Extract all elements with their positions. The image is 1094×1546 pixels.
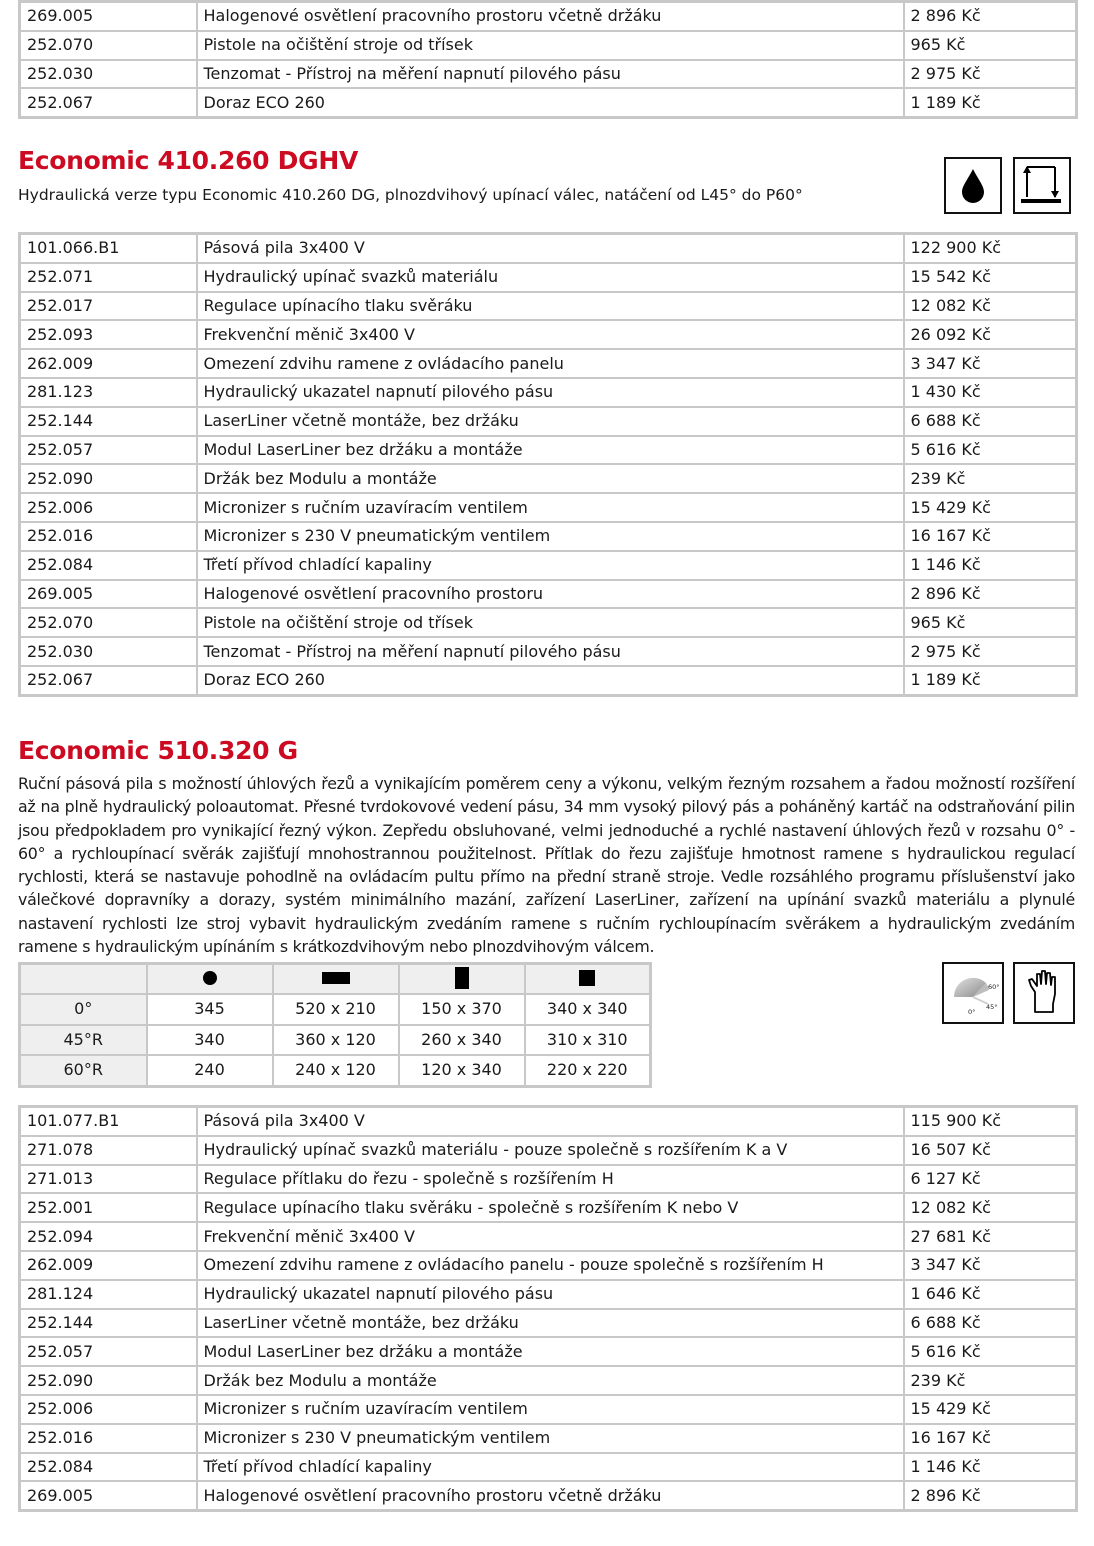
product-description: Hydraulický upínač svazků materiálu [197, 263, 904, 292]
product-description: Hydraulický ukazatel napnutí pilového pásu [197, 1280, 904, 1309]
product-code: 252.093 [20, 320, 197, 349]
product-price: 12 082 Kč [904, 1193, 1077, 1222]
product-code: 271.013 [20, 1165, 197, 1194]
capacity-flat-rect: 360 x 120 [273, 1025, 399, 1056]
miter-angle-label-45: 45° [986, 1003, 998, 1011]
capacity-round: 240 [147, 1055, 273, 1086]
product-description: Omezení zdvihu ramene z ovládacího panelu [197, 349, 904, 378]
capacity-angle: 60°R [20, 1055, 147, 1086]
table-row [20, 234, 1077, 263]
product-code: 252.030 [20, 60, 197, 89]
product-price: 16 167 Kč [904, 1424, 1077, 1453]
product-description: Tenzomat - Přístroj na měření napnutí pilového pásu [197, 637, 904, 666]
product-price: 115 900 Kč [904, 1107, 1077, 1136]
product-description: Halogenové osvětlení pracovního prostoru [197, 580, 904, 609]
product-description: Držák bez Modulu a montáže [197, 1366, 904, 1395]
product-price: 2 896 Kč [904, 580, 1077, 609]
capacity-angle: 0° [20, 994, 147, 1025]
product-code: 252.057 [20, 436, 197, 465]
price-table-410-dghv [18, 232, 1078, 697]
capacity-header-blank [20, 964, 147, 995]
capacity-square: 220 x 220 [525, 1055, 651, 1086]
product-description: Třetí přívod chladící kapaliny [197, 551, 904, 580]
table-row [20, 551, 1077, 580]
product-code: 252.067 [20, 88, 197, 117]
product-description: Držák bez Modulu a montáže [197, 464, 904, 493]
product-price: 26 092 Kč [904, 320, 1077, 349]
table-row [20, 1193, 1077, 1222]
product-price: 2 896 Kč [904, 2, 1077, 31]
capacity-row [20, 1055, 651, 1086]
capacity-header-round [147, 964, 273, 995]
table-row [20, 407, 1077, 436]
product-price: 6 127 Kč [904, 1165, 1077, 1194]
cutting-capacity-table [18, 962, 652, 1088]
product-price: 3 347 Kč [904, 349, 1077, 378]
product-code: 252.070 [20, 31, 197, 60]
capacity-round: 345 [147, 994, 273, 1025]
product-code: 252.067 [20, 666, 197, 695]
product-description: Regulace upínacího tlaku svěráku [197, 292, 904, 321]
capacity-tall-rect: 150 x 370 [399, 994, 525, 1025]
table-row [20, 608, 1077, 637]
capacity-angle: 45°R [20, 1025, 147, 1056]
product-price: 5 616 Kč [904, 436, 1077, 465]
product-price: 16 167 Kč [904, 522, 1077, 551]
product-code: 252.016 [20, 1424, 197, 1453]
product-price: 239 Kč [904, 1366, 1077, 1395]
product-code: 252.084 [20, 551, 197, 580]
manual-glove-icon [1013, 962, 1075, 1024]
product-description: Hydraulický ukazatel napnutí pilového pásu [197, 378, 904, 407]
product-price: 1 430 Kč [904, 378, 1077, 407]
product-code: 252.071 [20, 263, 197, 292]
capacity-flat-rect: 240 x 120 [273, 1055, 399, 1086]
round-profile-icon [202, 970, 218, 986]
product-code: 252.094 [20, 1222, 197, 1251]
miter-angle-icon [942, 962, 1004, 1024]
table-row [20, 1280, 1077, 1309]
flat-rectangle-profile-icon [322, 972, 350, 984]
capacity-tall-rect: 260 x 340 [399, 1025, 525, 1056]
product-code: 252.084 [20, 1453, 197, 1482]
product-description: LaserLiner včetně montáže, bez držáku [197, 1309, 904, 1338]
product-code: 252.017 [20, 292, 197, 321]
product-price: 1 146 Kč [904, 551, 1077, 580]
product-price: 239 Kč [904, 464, 1077, 493]
capacity-header-row [20, 964, 651, 995]
table-row [20, 60, 1077, 89]
product-description: Halogenové osvětlení pracovního prostoru včetně držáku [197, 1481, 904, 1510]
capacity-header-tall-rect [399, 964, 525, 995]
product-code: 252.144 [20, 407, 197, 436]
product-description: Modul LaserLiner bez držáku a montáže [197, 1337, 904, 1366]
table-row [20, 493, 1077, 522]
table-row [20, 1481, 1077, 1510]
hydraulic-drop-icon [944, 157, 1002, 214]
section-subtitle-410-dghv: Hydraulická verze typu Economic 410.260 DG, plnozdvihový upínací válec, natáčení od L45° do P60° [18, 186, 803, 204]
capacity-row [20, 994, 651, 1025]
table-row [20, 1337, 1077, 1366]
section-title-510-g: Economic 510.320 G [18, 736, 298, 765]
product-description: Pistole na očištění stroje od třísek [197, 31, 904, 60]
table-row [20, 1366, 1077, 1395]
product-code: 281.123 [20, 378, 197, 407]
product-code: 101.066.B1 [20, 234, 197, 263]
table-row [20, 580, 1077, 609]
product-description: Třetí přívod chladící kapaliny [197, 1453, 904, 1482]
product-description: Micronizer s 230 V pneumatickým ventilem [197, 1424, 904, 1453]
product-price: 16 507 Kč [904, 1136, 1077, 1165]
table-row [20, 1309, 1077, 1338]
product-description: Modul LaserLiner bez držáku a montáže [197, 436, 904, 465]
table-row [20, 292, 1077, 321]
capacity-flat-rect: 520 x 210 [273, 994, 399, 1025]
product-description: Hydraulický upínač svazků materiálu - pouze společně s rozšířením K a V [197, 1136, 904, 1165]
miter-angle-label-60: 60° [988, 983, 1000, 991]
product-code: 101.077.B1 [20, 1107, 197, 1136]
product-code: 252.090 [20, 1366, 197, 1395]
product-description: Micronizer s 230 V pneumatickým ventilem [197, 522, 904, 551]
product-price: 3 347 Kč [904, 1251, 1077, 1280]
capacity-header-flat-rect [273, 964, 399, 995]
product-code: 252.016 [20, 522, 197, 551]
capacity-round: 340 [147, 1025, 273, 1056]
section-title-410-dghv: Economic 410.260 DGHV [18, 146, 359, 175]
table-row [20, 1453, 1077, 1482]
product-code: 269.005 [20, 2, 197, 31]
product-price: 1 146 Kč [904, 1453, 1077, 1482]
product-description: Regulace upínacího tlaku svěráku - společně s rozšířením K nebo V [197, 1193, 904, 1222]
product-description: Halogenové osvětlení pracovního prostoru včetně držáku [197, 2, 904, 31]
price-table-510-g [18, 1105, 1078, 1512]
product-code: 281.124 [20, 1280, 197, 1309]
price-table-top-body [20, 2, 1077, 118]
table-row [20, 522, 1077, 551]
product-price: 2 896 Kč [904, 1481, 1077, 1510]
product-price: 1 189 Kč [904, 666, 1077, 695]
product-price: 2 975 Kč [904, 60, 1077, 89]
product-description: LaserLiner včetně montáže, bez držáku [197, 407, 904, 436]
capacity-square: 310 x 310 [525, 1025, 651, 1056]
product-description: Doraz ECO 260 [197, 666, 904, 695]
product-price: 122 900 Kč [904, 234, 1077, 263]
product-description: Pásová pila 3x400 V [197, 1107, 904, 1136]
product-code: 271.078 [20, 1136, 197, 1165]
product-code: 252.001 [20, 1193, 197, 1222]
price-table-top [18, 0, 1078, 119]
square-profile-icon [579, 970, 595, 986]
product-description: Pistole na očištění stroje od třísek [197, 608, 904, 637]
product-price: 2 975 Kč [904, 637, 1077, 666]
product-code: 269.005 [20, 580, 197, 609]
capacity-square: 340 x 340 [525, 994, 651, 1025]
product-code: 252.006 [20, 493, 197, 522]
product-description: Frekvenční měnič 3x400 V [197, 320, 904, 349]
price-table-510-g-body [20, 1107, 1077, 1511]
table-row [20, 1107, 1077, 1136]
product-code: 252.006 [20, 1395, 197, 1424]
table-row [20, 637, 1077, 666]
product-code: 269.005 [20, 1481, 197, 1510]
product-code: 252.057 [20, 1337, 197, 1366]
product-price: 12 082 Kč [904, 292, 1077, 321]
table-row [20, 320, 1077, 349]
product-description: Regulace přítlaku do řezu - společně s rozšířením H [197, 1165, 904, 1194]
product-code: 252.144 [20, 1309, 197, 1338]
table-row [20, 1424, 1077, 1453]
product-description: Frekvenční měnič 3x400 V [197, 1222, 904, 1251]
product-code: 262.009 [20, 349, 197, 378]
tall-rectangle-profile-icon [455, 967, 469, 989]
product-price: 15 429 Kč [904, 1395, 1077, 1424]
product-description: Tenzomat - Přístroj na měření napnutí pilového pásu [197, 60, 904, 89]
capacity-tall-rect: 120 x 340 [399, 1055, 525, 1086]
product-code: 252.090 [20, 464, 197, 493]
table-row [20, 464, 1077, 493]
table-row [20, 31, 1077, 60]
product-description: Omezení zdvihu ramene z ovládacího panelu - pouze společně s rozšířením H [197, 1251, 904, 1280]
product-description: Pásová pila 3x400 V [197, 234, 904, 263]
product-price: 6 688 Kč [904, 407, 1077, 436]
table-row [20, 1136, 1077, 1165]
product-price: 965 Kč [904, 31, 1077, 60]
table-row [20, 1222, 1077, 1251]
table-row [20, 436, 1077, 465]
product-price: 15 542 Kč [904, 263, 1077, 292]
product-price: 965 Kč [904, 608, 1077, 637]
product-price: 6 688 Kč [904, 1309, 1077, 1338]
table-row [20, 1251, 1077, 1280]
table-row [20, 263, 1077, 292]
table-row [20, 2, 1077, 31]
product-code: 252.030 [20, 637, 197, 666]
product-description: Micronizer s ručním uzavíracím ventilem [197, 1395, 904, 1424]
product-description: Doraz ECO 260 [197, 88, 904, 117]
table-row [20, 378, 1077, 407]
product-price: 1 646 Kč [904, 1280, 1077, 1309]
table-row [20, 666, 1077, 695]
table-row [20, 1165, 1077, 1194]
miter-angle-label-0: 0° [968, 1008, 976, 1016]
price-table-410-dghv-body [20, 234, 1077, 696]
product-price: 1 189 Kč [904, 88, 1077, 117]
section-description-510-g: Ruční pásová pila s možností úhlových řezů a vynikajícím poměrem ceny a výkonu, velkým řezným rozsahem a řadou možností rozšíření až na plně hydraulický poloautomat. Přesné tvrdokovové vedení pásu, 34 mm vysoký pilový pás a poháněný kartáč na odstraňování pilin jsou předpokladem pro vynikající řezný výkon. Zepředu obsluhované, velmi jednoduché a rychlé nastavení úhlových řezů v rozsahu 0° - 60° a rychloupínací svěrák zajišťují mnohostrannou použitelnost. Přítlak do řezu zajišťuje hmotnost ramene s hydraulickou regulací rychlosti, která se nastavuje pohodlně na ovládacím pultu přímo na přední straně stroje. Vedle rozsáhlého programu příslušenství jako válečkové dopravníky a dorazy, systém minimálního mazání, zařízení LaserLiner, zařízení na upínání svazků materiálu a plynulé nastavení rychlosti lze stroj vybavit hydraulickým zvedáním ramene s ručním rychloupínacím svěrákem a hydraulickým zvedáním ramene s hydraulickým upínáním s krátkozdvihovým nebo plnozdvihovým válcem. [18, 774, 1075, 957]
table-row [20, 349, 1077, 378]
vertical-lift-icon [1013, 157, 1071, 214]
capacity-header-square [525, 964, 651, 995]
table-row [20, 1395, 1077, 1424]
table-row [20, 88, 1077, 117]
capacity-row [20, 1025, 651, 1056]
product-price: 5 616 Kč [904, 1337, 1077, 1366]
product-code: 262.009 [20, 1251, 197, 1280]
product-price: 15 429 Kč [904, 493, 1077, 522]
product-price: 27 681 Kč [904, 1222, 1077, 1251]
product-description: Micronizer s ručním uzavíracím ventilem [197, 493, 904, 522]
product-code: 252.070 [20, 608, 197, 637]
